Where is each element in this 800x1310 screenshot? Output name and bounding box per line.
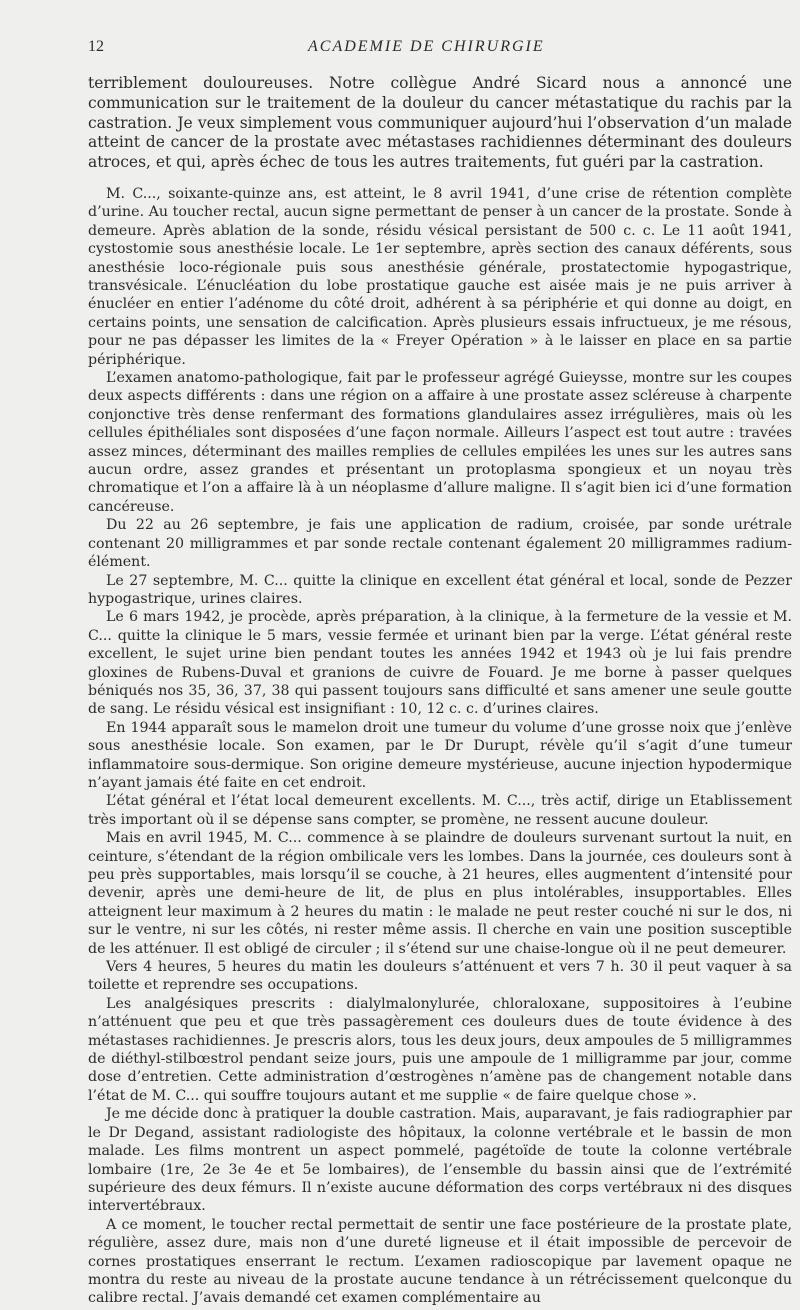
- page-header: [88, 38, 792, 62]
- paragraph: Le 6 mars 1942, je procède, après préparation, à la clinique, à la fermeture de la vessie et M. C... quitte la clinique le 5 mars, vessie fermée et urinant bien par la verge. L’état général reste excellent, le sujet urine bien pendant toutes les années 1942 et 1943 où je lui fais prendre gloxines de Rubens-Duval et granions de cuivre de Fouard. Je me borne à passer quelques béniqués nos 35, 36, 37, 38 qui passent toujours sans difficulté et sans amener une seule goutte de sang. Le résidu vésical est insignifiant : 10, 12 c. c. d’urines claires.: [88, 609, 792, 718]
- paragraph: Du 22 au 26 septembre, je fais une application de radium, croisée, par sonde urétrale contenant 20 milligrammes et par sonde rectale contenant également 20 milligrammes radium-élément.: [88, 517, 792, 571]
- paragraph: L’examen anatomo-pathologique, fait par le professeur agrégé Guieysse, montre sur les coupes deux aspects différents : dans une région on a affaire à une prostate assez scléreuse à charpente conjonctive très dense renfermant des formations glandulaires assez irrégulières, mais où les cellules épithéliales sont disposées d’une façon normale. Ailleurs l’aspect est tout autre : travées assez minces, déterminant des mailles remplies de cellules empilées les unes sur les autres sans aucun ordre, assez grandes et présentant un protoplasma spongieux et un noyau très chromatique et l’on a affaire là à un néoplasme d’allure maligne. Il s’agit bien ici d’une formation cancéreuse.: [88, 370, 792, 515]
- paragraph: A ce moment, le toucher rectal permettait de sentir une face postérieure de la prostate plate, régulière, assez dure, mais non d’une dureté ligneuse et il était impossible de percevoir de cornes prostatiques enserrant le rectum. L’examen radioscopique par lavement opaque ne montra du reste au niveau de la prostate aucune tendance à un rétrécissement quelconque du calibre rectal. J’avais demandé cet examen complémentaire au: [88, 1216, 792, 1307]
- paragraph: L’état général et l’état local demeurent excellents. M. C..., très actif, dirige un Etablissement très important où il se dépense sans compter, se promène, ne ressent aucune douleur.: [88, 793, 792, 828]
- paragraph: M. C..., soixante-quinze ans, est atteint, le 8 avril 1941, d’une crise de rétention complète d’urine. Au toucher rectal, aucun signe permettant de penser à un cancer de la prostate. Sonde à demeure. Après ablation de la sonde, résidu vésical persistant de 500 c. c. Le 11 août 1941, cystostomie sous anesthésie locale. Le 1er septembre, après section des canaux déférents, sous anesthésie loco-régionale puis sous anesthésie générale, prostatectomie hypogastrique, transvésicale. L’énucléation du lobe prostatique gauche est aisée mais je ne puis arriver à énucléer en entier l’adénome du côté droit, adhérent à sa périphérie et qui donne au doigt, en certains points, une sensation de calcification. Après plusieurs essais infructueux, je me résous, pour ne pas dépasser les limites de la « Freyer Opération » à le laisser en place en sa partie périphérique.: [88, 185, 792, 368]
- paragraph: Vers 4 heures, 5 heures du matin les douleurs s’atténuent et vers 7 h. 30 il peut vaquer à sa toilette et reprendre ses occupations.: [88, 959, 792, 994]
- paragraph: Mais en avril 1945, M. C... commence à se plaindre de douleurs survenant surtout la nuit, en ceinture, s’étendant de la région ombilicale vers les lombes. Dans la journée, ces douleurs sont à peu près supportables, mais lorsqu’il se couche, à 21 heures, elles augmentent d’intensité pour devenir, après une demi-heure de lit, de plus en plus intolérables, insupportables. Elles atteignent leur maximum à 2 heures du matin : le malade ne peut rester couché ni sur le dos, ni sur le ventre, ni sur les côtés, ni rester même assis. Il cherche en vain une position susceptible de les atténuer. Il est obligé de circuler ; il s’étend sur une chaise-longue où il ne peut demeurer.: [88, 830, 792, 957]
- intro-section: [88, 74, 792, 173]
- page-number: 12: [88, 38, 104, 55]
- case-report: [88, 185, 792, 1308]
- paragraph: Les analgésiques prescrits : dialylmalonylurée, chloraloxane, suppositoires à l’eubine n’atténuent que peu et que très passagèrement ces douleurs dues de toute évidence à des métastases rachidiennes. Je prescris alors, tous les deux jours, deux ampoules de 5 milligrammes de diéthyl-stilbœstrol pendant seize jours, puis une ampoule de 1 milligramme par jour, comme dose d’entretien. Cette administration d’œstrogènes n’amène pas de changement notable dans l’état de M. C... qui souffre toujours autant et me supplie « de faire quelque chose ».: [88, 995, 792, 1104]
- running-title: ACADEMIE DE CHIRURGIE: [308, 38, 545, 55]
- paragraph: terriblement douloureuses. Notre collègue André Sicard nous a annoncé une communication sur le traitement de la douleur du cancer métastatique du rachis par la castration. Je veux simplement vous communiquer aujourd’hui l’observation d’un malade atteint de cancer de la prostate avec métastases rachidiennes déterminant des douleurs atroces, et qui, après échec de tous les autres traitements, fut guéri par la castration.: [88, 74, 792, 172]
- paragraph: Je me décide donc à pratiquer la double castration. Mais, auparavant, je fais radiographier par le Dr Degand, assistant radiologiste des hôpitaux, la colonne vertébrale et le bassin de mon malade. Les films montrent un aspect pommelé, pagétoïde de toute la colonne vertébrale lombaire (1re, 2e 3e 4e et 5e lombaires), de l’ensemble du bassin ainsi que de l’extrémité supérieure des deux fémurs. Il n’existe aucune déformation des corps vertébraux ni des disques intervertébraux.: [88, 1106, 792, 1215]
- paragraph: En 1944 apparaît sous le mamelon droit une tumeur du volume d’une grosse noix que j’enlève sous anesthésie locale. Son examen, par le Dr Durupt, révèle qu’il s’agit d’une tumeur inflammatoire sous-dermique. Son origine demeure mystérieuse, aucune injection hypodermique n’ayant jamais été faite en cet endroit.: [88, 719, 792, 791]
- paragraph: Le 27 septembre, M. C... quitte la clinique en excellent état général et local, sonde de Pezzer hypogastrique, urines claires.: [88, 572, 792, 607]
